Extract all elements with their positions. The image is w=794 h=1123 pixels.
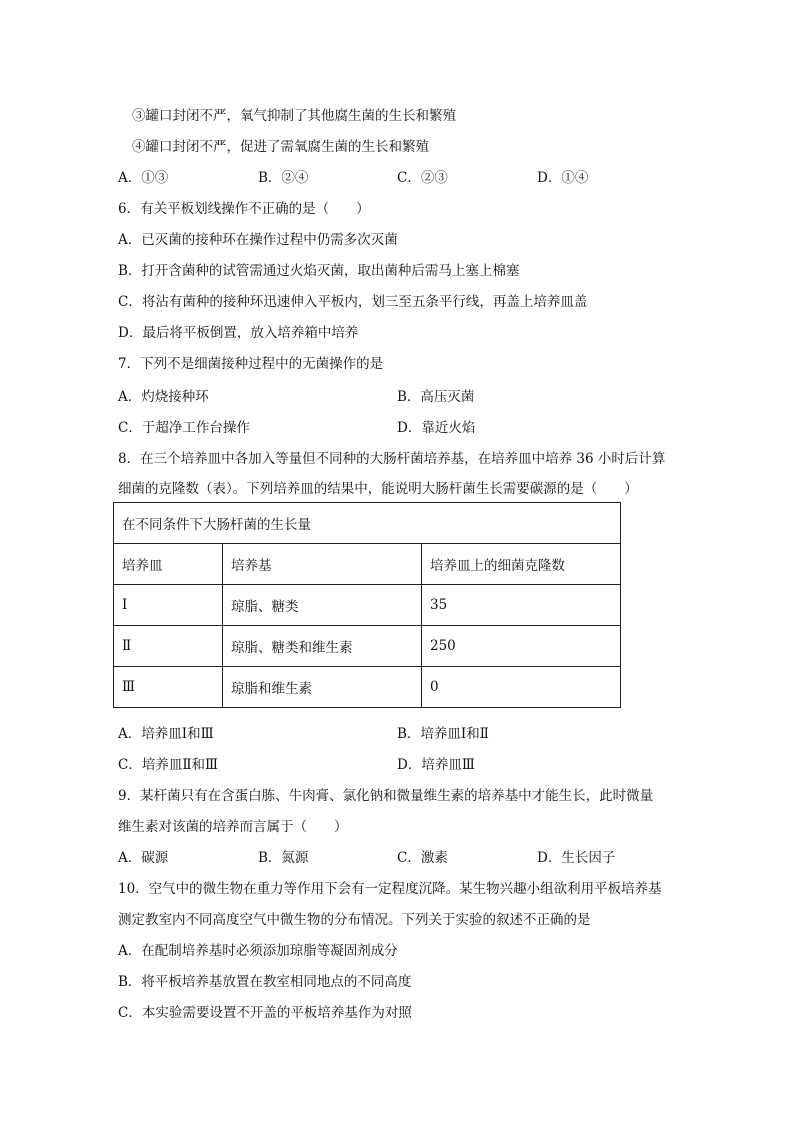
q6-option-c: C．将沾有菌种的接种环迅速伸入平板内，划三至五条平行线，再盖上培养皿盖 (118, 294, 588, 310)
table-cell: Ⅰ (114, 585, 223, 626)
q10-option-a: A．在配制培养基时必须添加琼脂等凝固剂成分 (118, 943, 398, 959)
table-row (114, 667, 621, 708)
q6-stem: 6．有关平板划线操作不正确的是（ ） (118, 201, 370, 217)
q10-stem-line1: 10．空气中的微生物在重力等作用下会有一定程度沉降。某生物兴趣小组欲利用平板培养基 (118, 881, 662, 897)
table-cell: 250 (422, 626, 621, 667)
q7-stem: 7．下列不是细菌接种过程中的无菌操作的是 (118, 356, 384, 372)
q10-option-b: B．将平板培养基放置在教室相同地点的不同高度 (118, 974, 412, 990)
growth-table (113, 502, 621, 708)
q5-option-b: B．②④ (258, 170, 309, 186)
q5-option-c: C．②③ (397, 170, 448, 186)
table-header-dish: 培养皿 (114, 544, 223, 585)
table-cell: 琼脂、糖类 (223, 585, 422, 626)
table-header-row (114, 544, 621, 585)
q9-option-b: B．氮源 (258, 850, 309, 866)
q9-option-a: A．碳源 (118, 850, 169, 866)
q5-statement-4: ④罐口封闭不严，促进了需氧腐生菌的生长和繁殖 (132, 139, 429, 155)
q8-option-d: D．培养皿Ⅲ (397, 757, 475, 773)
q5-statement-3: ③罐口封闭不严，氧气抑制了其他腐生菌的生长和繁殖 (132, 108, 456, 124)
q8-option-c: C．培养皿Ⅱ和Ⅲ (118, 757, 219, 773)
table-cell: Ⅱ (114, 626, 223, 667)
table-cell: 琼脂、糖类和维生素 (223, 626, 422, 667)
q8-option-b: B．培养皿Ⅰ和Ⅱ (397, 726, 489, 742)
table-caption: 在不同条件下大肠杆菌的生长量 (114, 503, 621, 544)
q8-option-a: A．培养皿Ⅰ和Ⅲ (118, 726, 214, 742)
q10-option-c: C．本实验需要设置不开盖的平板培养基作为对照 (118, 1005, 412, 1021)
q9-stem-line2: 维生素对该菌的培养而言属于（ ） (118, 819, 348, 835)
q6-option-b: B．打开含菌种的试管需通过火焰灭菌，取出菌种后需马上塞上棉塞 (118, 263, 520, 279)
table-caption-row (114, 503, 621, 544)
q9-option-d: D．生长因子 (537, 850, 616, 866)
table-cell: Ⅲ (114, 667, 223, 708)
table-row (114, 626, 621, 667)
q8-stem-line2: 细菌的克隆数（表）。下列培养皿的结果中，能说明大肠杆菌生长需要碳源的是（ ） (118, 481, 638, 497)
q10-stem-line2: 测定教室内不同高度空气中微生物的分布情况。下列关于实验的叙述不正确的是 (118, 912, 591, 928)
q5-option-a: A．①③ (118, 170, 169, 186)
table-cell: 0 (422, 667, 621, 708)
q9-stem-line1: 9．某杆菌只有在含蛋白胨、牛肉膏、氯化钠和微量维生素的培养基中才能生长，此时微量 (118, 788, 654, 804)
q7-option-a: A．灼烧接种环 (118, 389, 209, 405)
q8-stem-line1: 8．在三个培养皿中各加入等量但不同种的大肠杆菌培养基，在培养皿中培养 36 小时后计算 (118, 451, 666, 467)
q6-option-d: D．最后将平板倒置，放入培养箱中培养 (118, 325, 359, 341)
q5-option-d: D．①④ (537, 170, 589, 186)
q7-option-c: C．于超净工作台操作 (118, 420, 250, 436)
table-header-colonies: 培养皿上的细菌克隆数 (422, 544, 621, 585)
q7-option-d: D．靠近火焰 (397, 420, 476, 436)
q7-option-b: B．高压灭菌 (397, 389, 475, 405)
table-row (114, 585, 621, 626)
table-cell: 琼脂和维生素 (223, 667, 422, 708)
q6-option-a: A．已灭菌的接种环在操作过程中仍需多次灭菌 (118, 232, 398, 248)
table-header-medium: 培养基 (223, 544, 422, 585)
q9-option-c: C．激素 (397, 850, 448, 866)
table-cell: 35 (422, 585, 621, 626)
